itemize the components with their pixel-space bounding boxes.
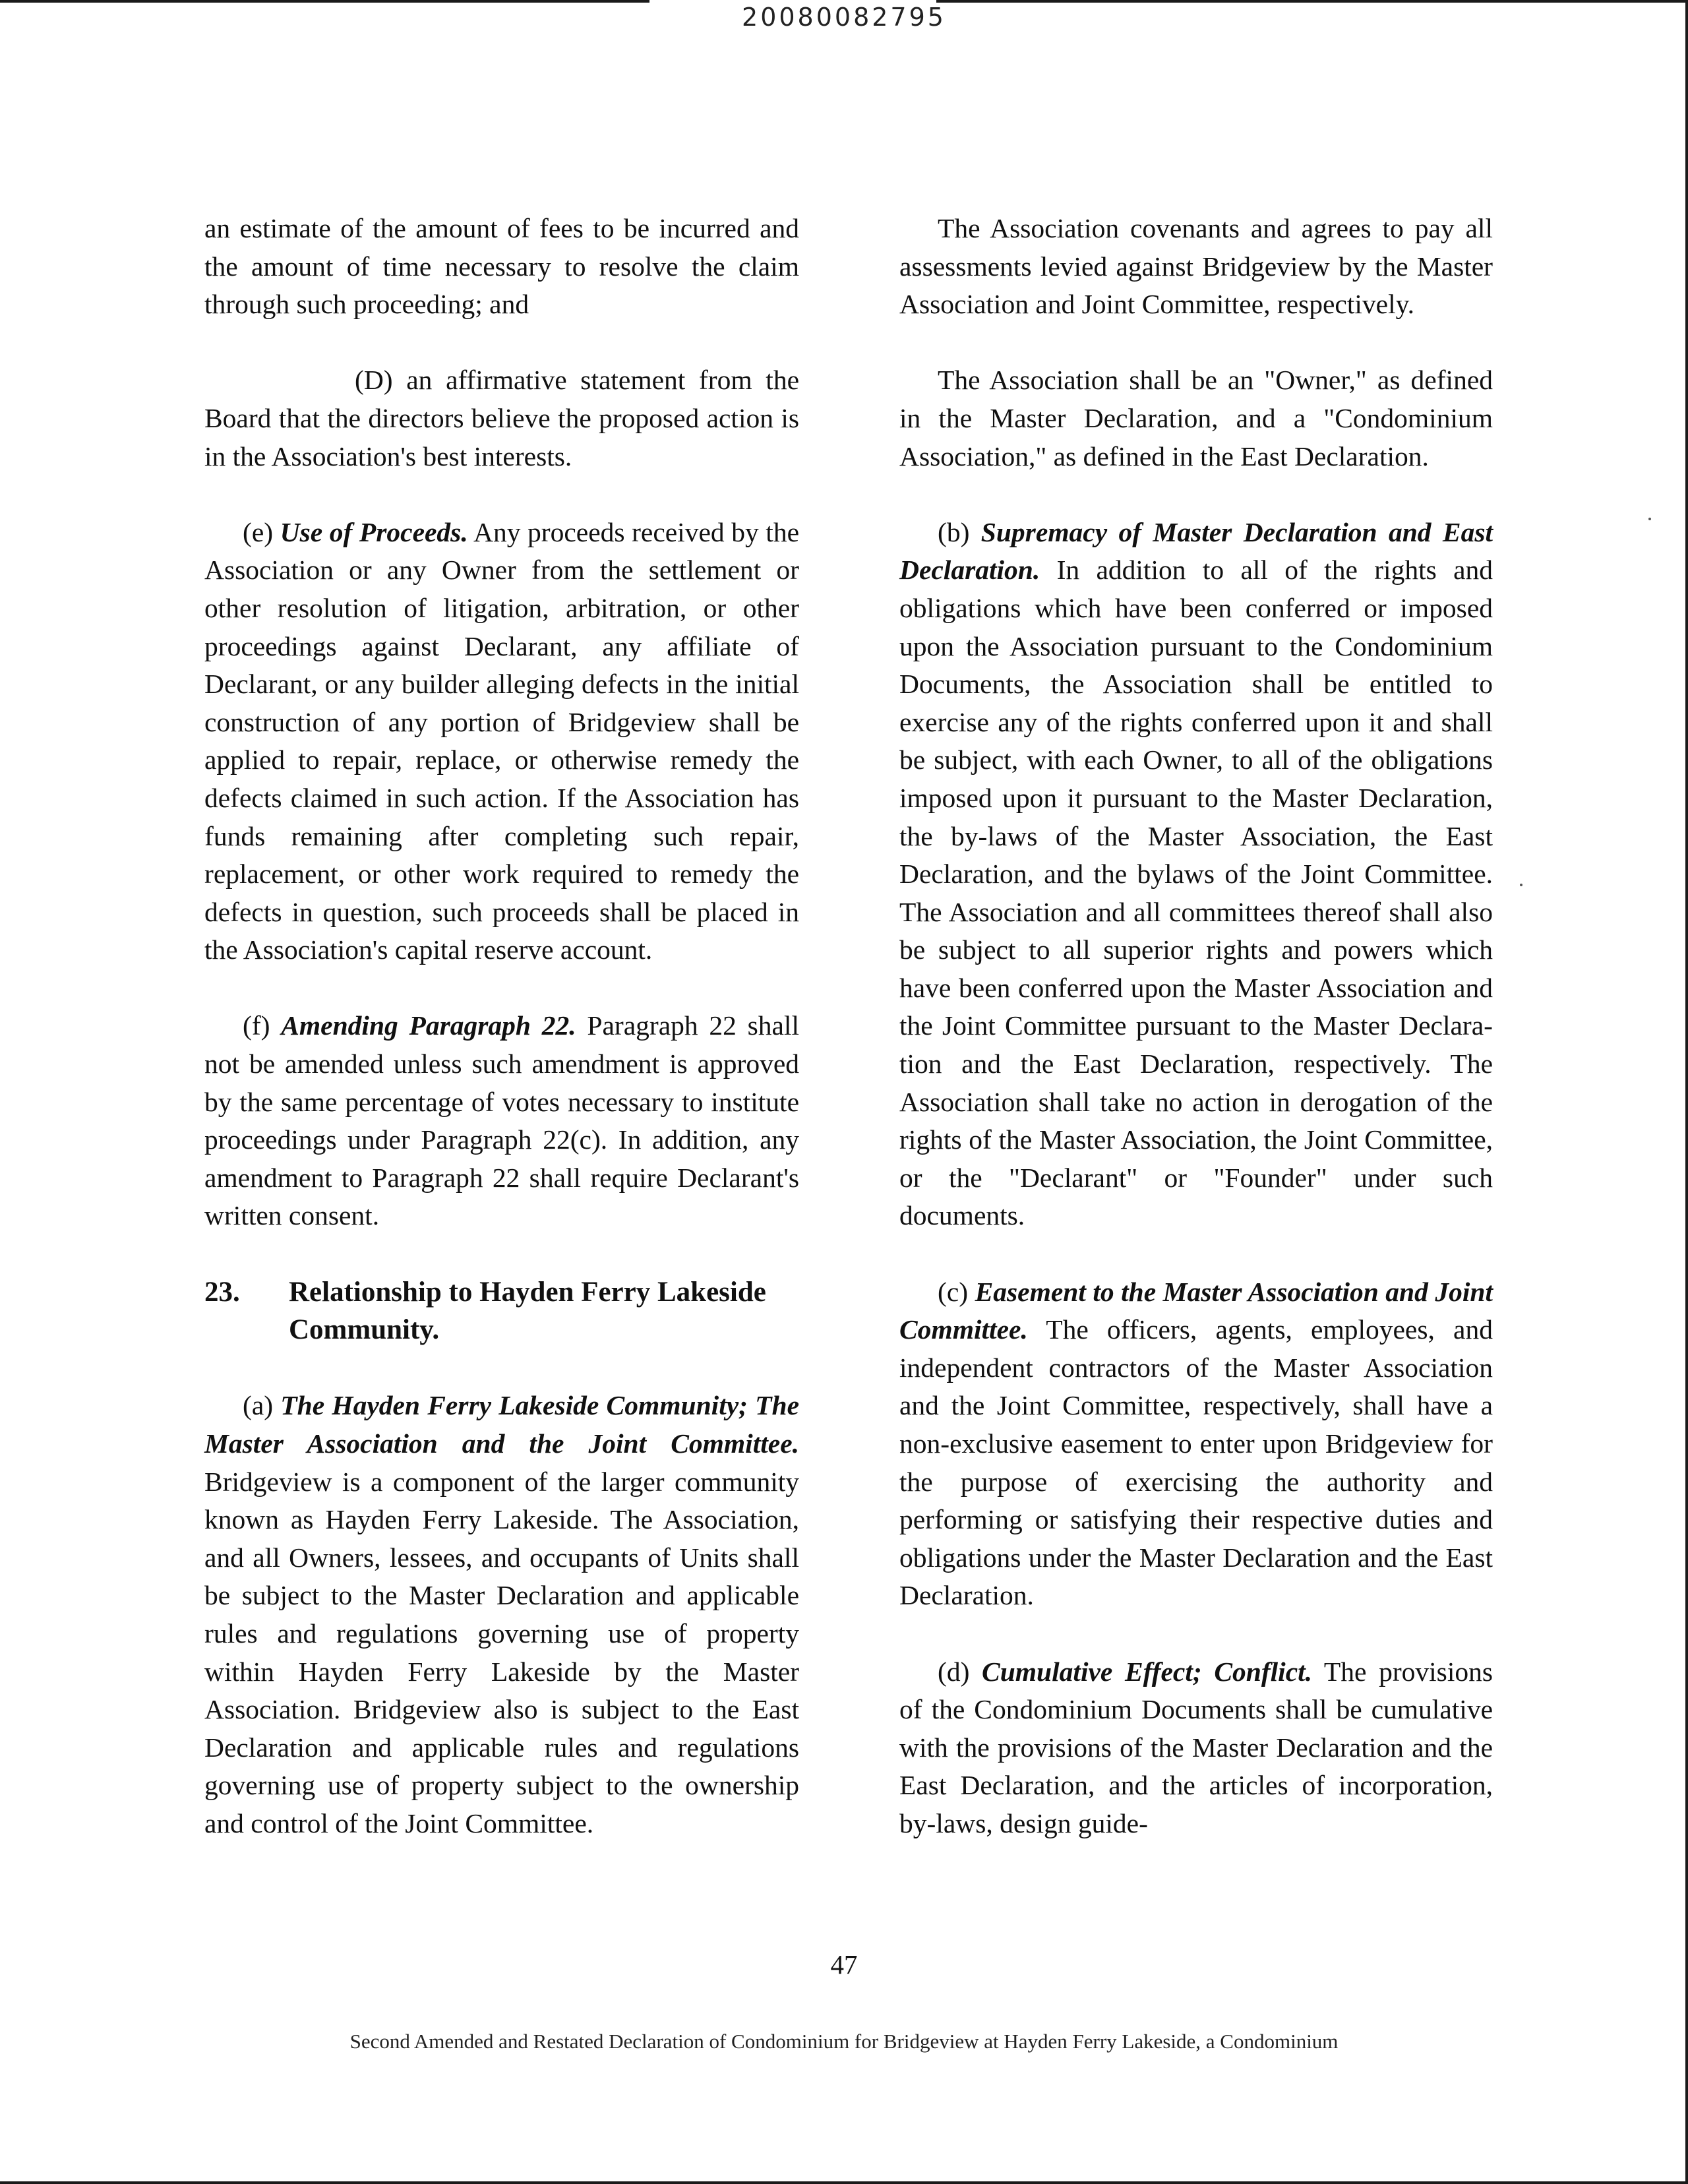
- subsection-a-text: Bridgeview is a component of the larger community known as Hayden Ferry Lakeside. The Association, and all Owners, lessees, and occupants of Units shall be subject to the Master Declaration and applicable rules and regulations governing use of property within Hayden Ferry Lakeside by the Master Association. Bridgeview also is subject to the East Declaration and applicable rules and regulations governing use of property subject to the ownership and control of the Joint Committee.: [204, 1466, 799, 1838]
- subsection-b-title: Supremacy of Master Declaration and East Declaration.: [899, 516, 1493, 586]
- page-number: 47: [830, 1949, 858, 1980]
- subsection-d-title: Cumulative Effect; Conflict.: [982, 1656, 1313, 1687]
- subsection-c-label: (c): [938, 1276, 969, 1307]
- subsection-b: [899, 514, 1493, 1235]
- subsection-d-label: (d): [938, 1656, 970, 1687]
- subsection-f-title: Amending Paragraph 22.: [281, 1010, 576, 1041]
- paragraph-d: (D) an affirmative statement from the Board that the directors believe the proposed action is in the Association's best interests.: [204, 365, 799, 471]
- footer-title: Second Amended and Restated Declaration of Condominium for Bridgeview at Hayden Ferry Lakeside, a Condominium: [349, 2030, 1339, 2053]
- subsection-c: [899, 1273, 1493, 1615]
- subsection-b-text: In addition to all of the rights and obligations which have been conferred or imposed upon the Association pursuant to the Condominium Documents, the Association shall be entitled to exercise any of the rights conferred upon it and shall be subject, with each Owner, to all of the obligations imposed upon it pursuant to the Master Declaration, the by-laws of the Master Association, the East Declaration, and the bylaws of the Joint Committee. The Association and all committees thereof shall also be subject to all superior rights and powers which have been conferred upon the Master Association and the Joint Committee pursuant to the Master Declaration and the East Declaration, respectively. The Association shall take no action in derogation of the rights of the Master Association, the Joint Committee, or the "Declarant" or "Founder" under such documents.: [899, 555, 1493, 1231]
- subsection-f-text: Paragraph 22 shall not be amended unless such amendment is approved by the same percentage of votes necessary to institute proceedings under Paragraph 22(c). In addition, any amendment to Paragraph 22 shall require Declarant's written consent.: [204, 1010, 799, 1231]
- subsection-f: [204, 1007, 799, 1235]
- subsection-c-title: Easement to the Master Association and Joint Committee.: [899, 1276, 1493, 1345]
- subsection-e-label: (e): [243, 516, 274, 547]
- subsection-b-label: (b): [938, 516, 970, 547]
- subsection-f-label: (f): [243, 1010, 270, 1041]
- subsection-a-title: The Hayden Ferry Lakeside Community; The Master Association and the Joint Committee.: [204, 1390, 800, 1459]
- subsection-a-label: (a): [243, 1390, 274, 1421]
- right-column: [899, 210, 1493, 1881]
- left-column: [204, 210, 799, 1881]
- section-23-title: Relationship to Hayden Ferry Lakeside Community.: [289, 1276, 766, 1346]
- subsection-e-text: Any proceeds received by the Association or any Owner from the settlement or other resolution of litigation, arbitration, or other proceedings against Declarant, any affiliate of Declarant, or any builder alleging defects in the initial construction of any portion of Bridgeview shall be applied to repair, replace, or otherwise remedy the defects claimed in such action. If the Association has funds remaining after completing such repair, replacement, or other work required to remedy the defects in question, such proceeds shall be placed in the Association's capital reserve account.: [204, 516, 799, 965]
- subsection-e-title: Use of Proceeds.: [280, 516, 468, 547]
- subsection-e: [204, 514, 799, 969]
- section-23-heading: [204, 1273, 799, 1349]
- scan-speck: [1520, 884, 1522, 886]
- document-number: 20080082795: [742, 3, 946, 32]
- section-23-number: 23.: [204, 1276, 240, 1308]
- subsection-a: [204, 1387, 799, 1842]
- paragraph-owner-definition: The Association shall be an "Owner," as defined in the Master Declaration, and a "Condominium Association," as defined in the East Declaration.: [899, 365, 1493, 471]
- subsection-d: [899, 1653, 1493, 1843]
- subsection-c-text: The officers, agents, employees, and independent contractors of the Master Association and the Joint Committee, respectively, shall have a non-exclusive easement to enter upon Bridgeview for the purpose of exercising the authority and performing or satisfying their respective duties and obligations under the Master Declaration and the East Declaration.: [899, 1314, 1493, 1611]
- scan-speck: [1648, 518, 1651, 520]
- paragraph-assessments: The Association covenants and agrees to pay all assessments levied against Bridgeview by the Master Association and Joint Committee, respectively.: [899, 213, 1493, 320]
- paragraph-continuation: an estimate of the amount of fees to be incurred and the amount of time necessary to resolve the claim through such proceeding; and: [204, 213, 799, 320]
- subsection-d-text: The provisions of the Condominium Documents shall be cumulative with the provisions of the Master Declaration and the East Declaration, and the articles of incorporation, by-laws, design guide-: [899, 1656, 1493, 1838]
